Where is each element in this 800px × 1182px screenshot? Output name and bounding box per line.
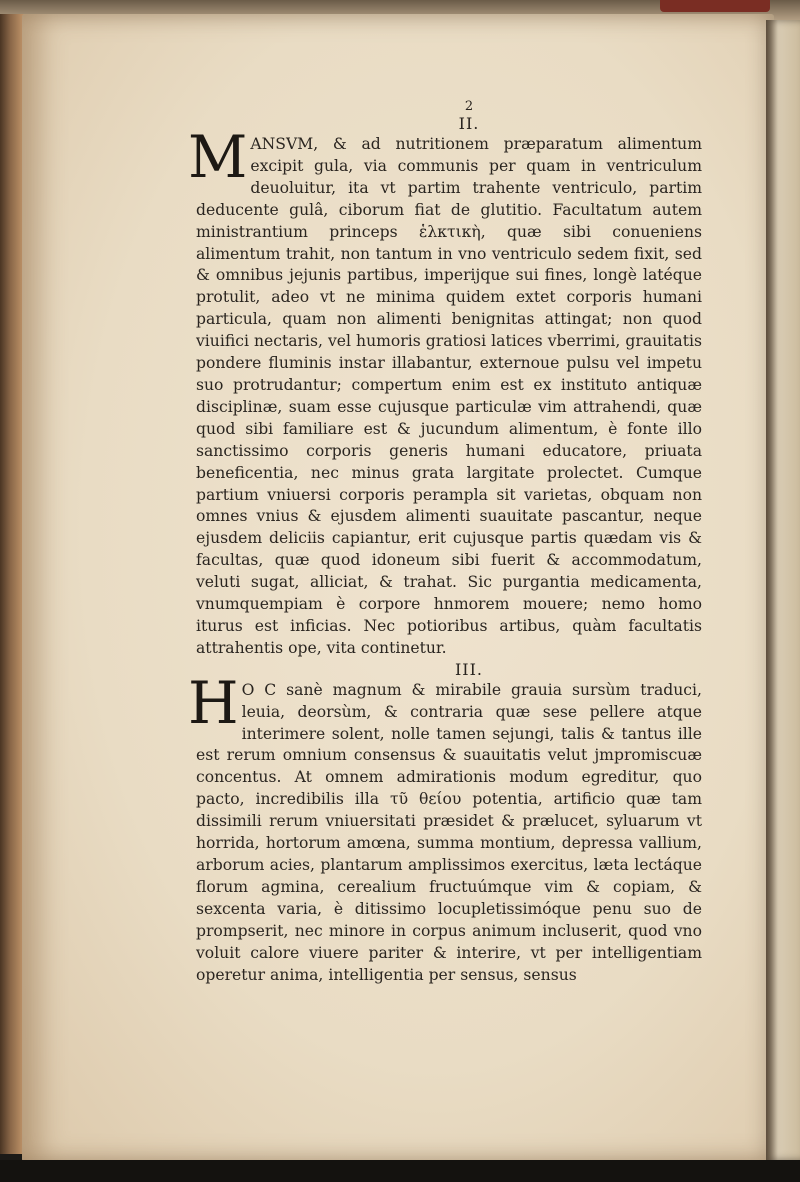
bottom-shadow	[0, 1160, 800, 1182]
page-text	[188, 99, 702, 986]
bookmark-ribbon	[660, 0, 770, 12]
section-heading-ii: II.	[458, 114, 480, 133]
section-paragraph-ii	[188, 123, 702, 660]
section-text-ii: ANSVM, & ad nutritionem præparatum alimentum excipit gula, via communis per quam in ventriculum deuoluitur, ita vt partim trahente ventriculo, partim deducente gulâ, ciborum fiat de glutitio. Facultatum autem ministrantium princeps ἑλκτικὴ, quæ sibi conueniens alimentum trahit, non tantum in vno ventriculo sedem fixit, sed & omnibus jejunis partibus, imperijque sui fines, longè latéque protulit, adeo vt ne minima quidem extet corporis humani particula, quam non alimenti benignitas attingat; non quod viuifici nectaris, vel humoris gratiosi latices vberrimi, grauitatis pondere fluminis instar illabantur, externoue pulsu vel impetu suo protrudantur; compertum enim est ex instituto antiquæ disciplinæ, suam esse cujusque particulæ vim attrahendi, quæ quod sibi familiare est & jucundum alimentum, è fonte illo sanctissimo corporis generis humani educatore, priuata beneficentia, nec minus grata largitate prolectet. Cumque partium vniuersi corporis perampla sit varietas, obquam non omnes vnius & ejusdem alimenti suauitate pascantur, neque ejusdem deliciis capiantur, erit cujusque partis quædam vis & facultas, quæ quod idoneum sibi fuerit & accommodatum, veluti sugat, alliciat, & trahat. Sic purgantia medicamenta, vnumquempiam è corpore hnmorem mouere; nemo homo iturus est inficias. Nec potioribus artibus, quàm facultatis attrahentis ope, vita continetur.	[196, 135, 702, 657]
drop-cap-h: H	[188, 668, 239, 737]
drop-cap-m: M	[188, 123, 248, 191]
section-heading-iii: III.	[454, 659, 484, 679]
page-number: 2	[464, 99, 474, 114]
section-text-iii: O C sanè magnum & mirabile grauia sursùm traduci, leuia, deorsùm, & contraria quæ sese pellere atque interimere solent, nolle tamen sejungi, talis & tantus ille est rerum omnium consensus & suauitatis velut jmpromiscuæ concentus. At omnem admirationis modum egreditur, quo pacto, incredibilis illa τῦ θείου potentia, artificio quæ tam dissimili rerum vniuersitati præsidet & prælucet, syluarum vt horrida, hortorum amœna, summa montium, depressa vallium, arborum acies, plantarum amplissimos exercitus, læta lectáque florum agmina, cerealium fructuúmque vim & copiam, & sexcenta varia, è ditissimo locupletissimóque penu suo de prompserit, nec minore in corpus animum incluserit, quod vno voluit calore viuere pariter & interire, vt per intelligentiam operetur anima, intelligentia per sensus, sensus	[196, 680, 702, 984]
next-page-edge	[766, 20, 800, 1160]
